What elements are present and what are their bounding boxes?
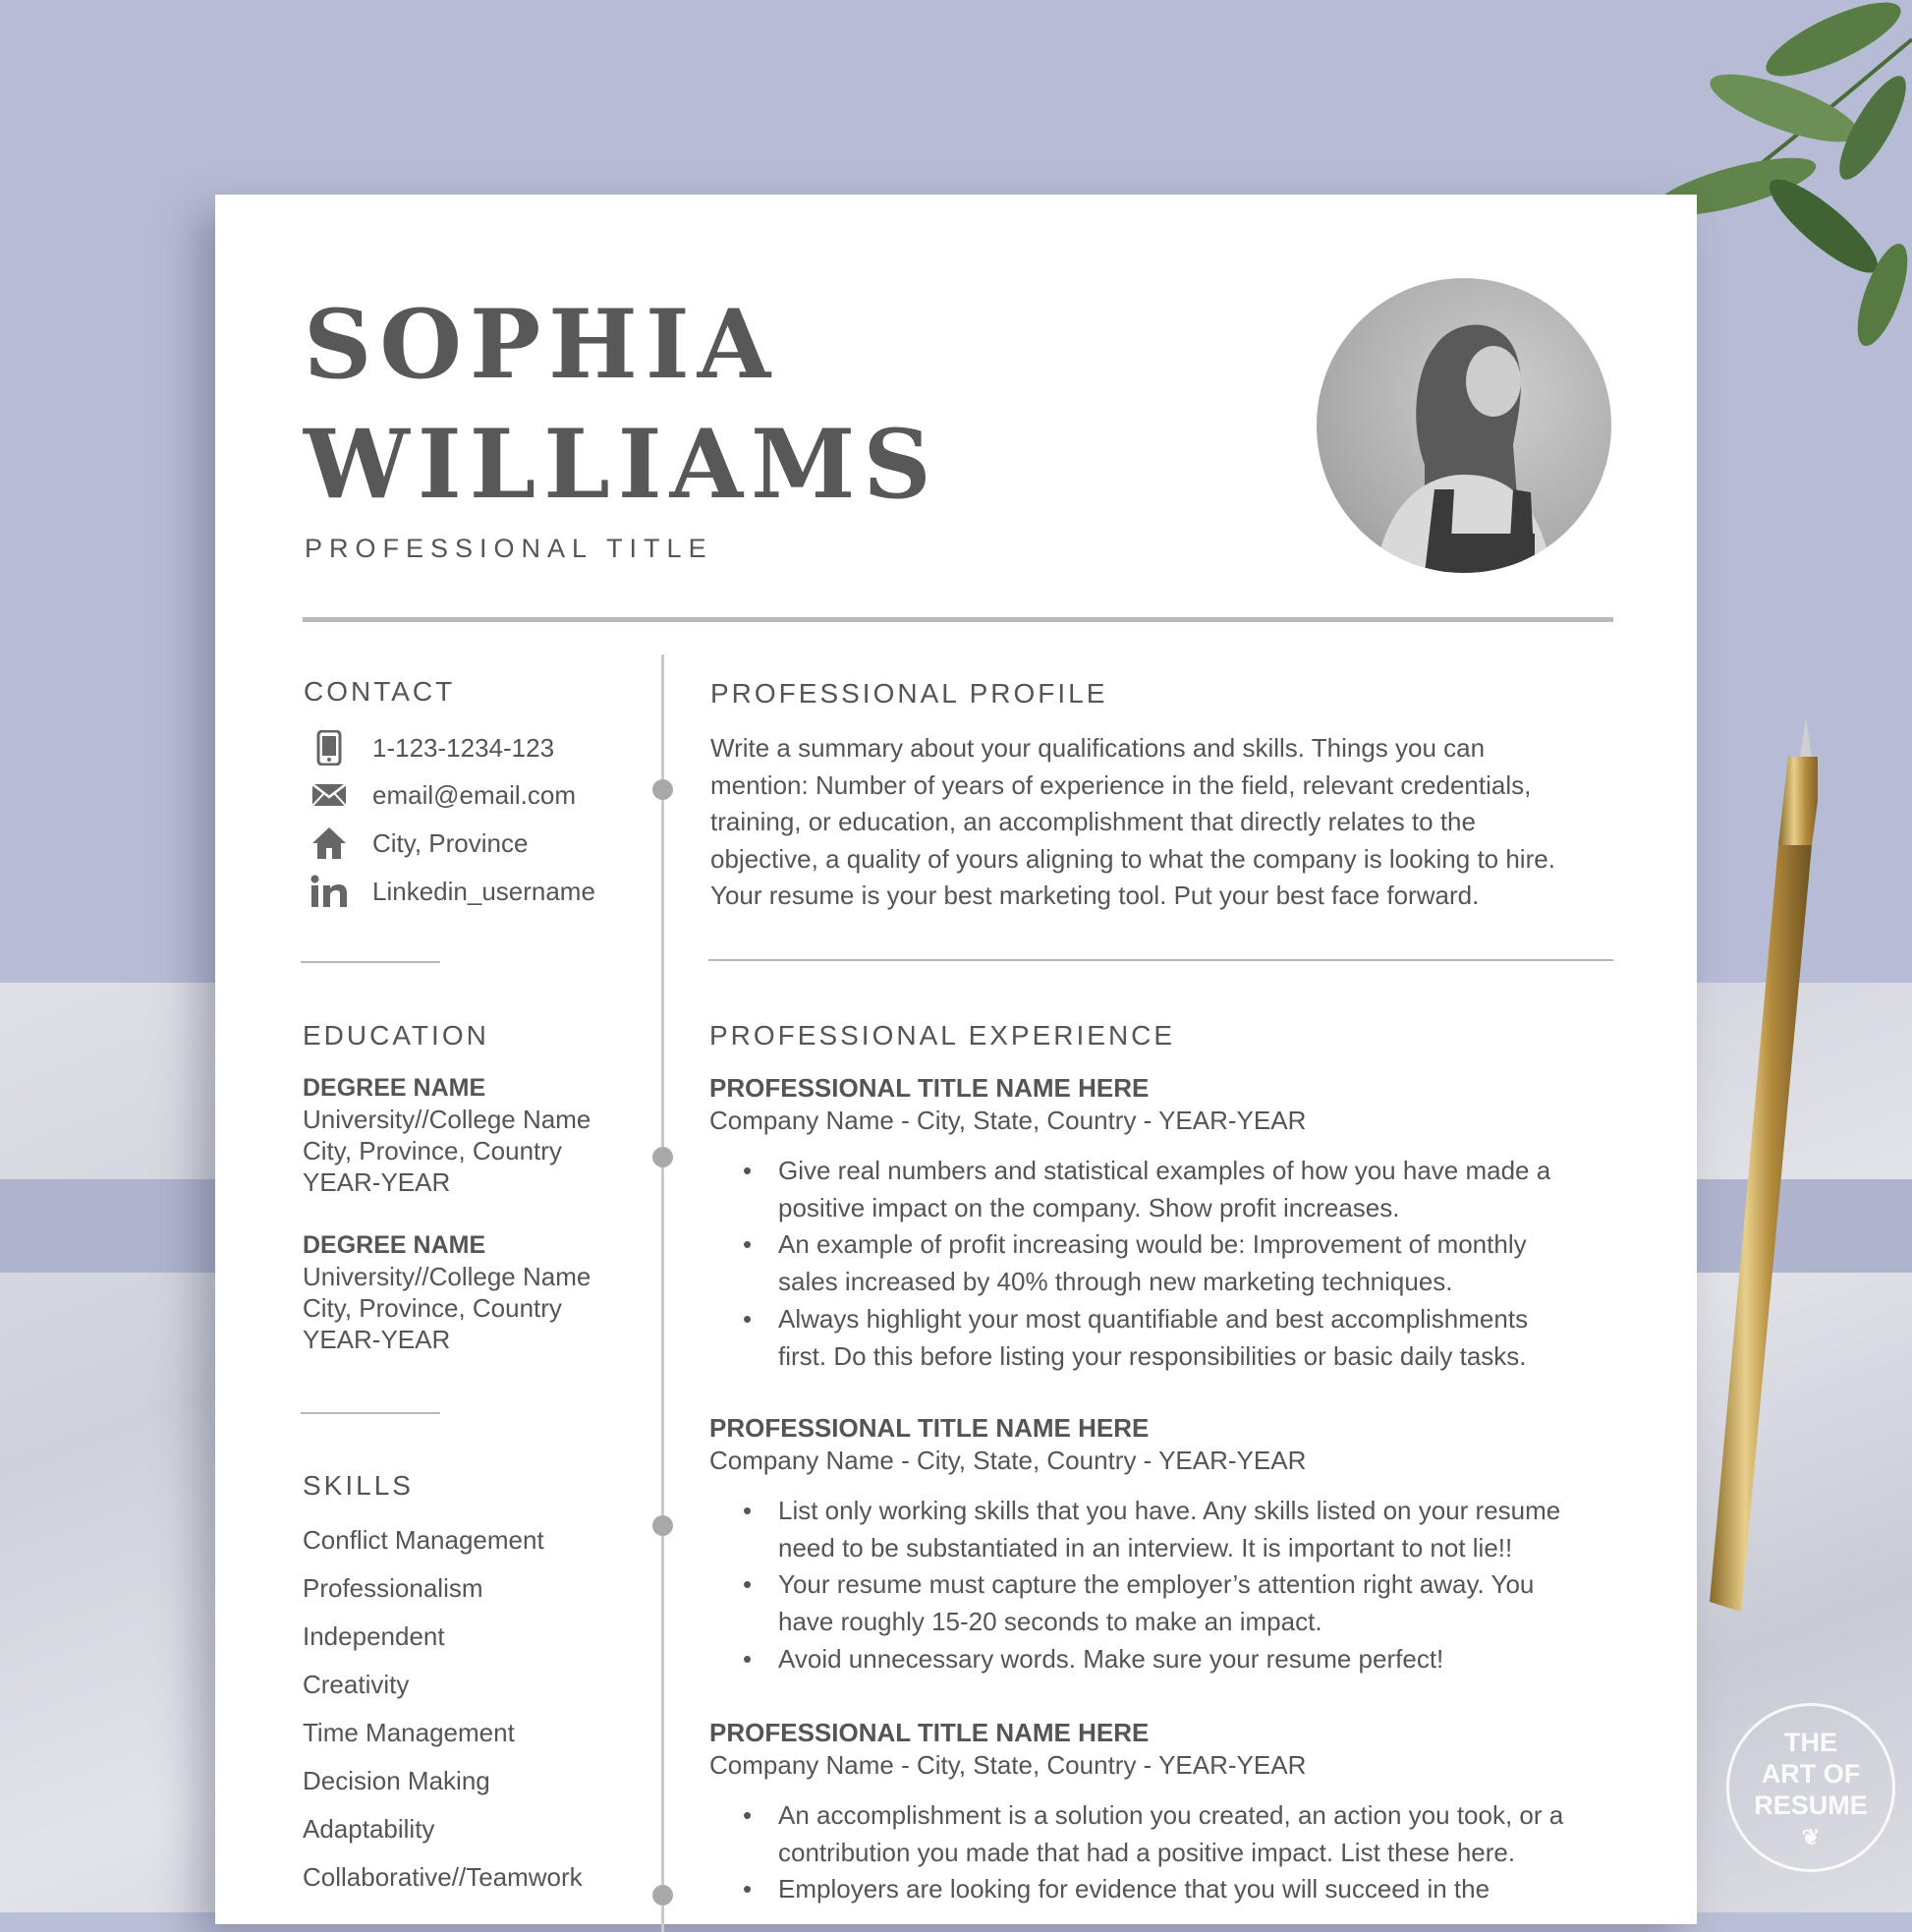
contact-heading: CONTACT (304, 676, 456, 707)
profile-line: Your resume is your best marketing tool. Put your best face forward. (710, 881, 1480, 910)
first-name: SOPHIA (304, 289, 779, 400)
timeline-dot (652, 1885, 673, 1905)
school-name: University//College Name (303, 1105, 591, 1134)
bullet-line: need to be substantiated in an interview. It is important to not lie!! (778, 1532, 1513, 1563)
contact-linkedin-text: Linkedin_username (372, 876, 595, 906)
timeline-dot (652, 1515, 673, 1536)
education-years: YEAR-YEAR (303, 1167, 451, 1197)
pen-icon (1710, 717, 1818, 1621)
resume-page (215, 195, 1697, 1924)
experience-heading: PROFESSIONAL EXPERIENCE (709, 1020, 1176, 1051)
profile-photo (1317, 278, 1611, 573)
skills-heading: SKILLS (303, 1470, 414, 1501)
bullet-line: contribution you made that had a positive impact. List these here. (778, 1837, 1516, 1867)
job-bullet (778, 1871, 1682, 1908)
job-bullets (709, 1797, 1682, 1908)
degree-name: DEGREE NAME (303, 1074, 486, 1102)
job-title: PROFESSIONAL TITLE NAME HERE (709, 1413, 1150, 1443)
contact-location (309, 824, 528, 863)
bullet-line: • Always highlight your most quantifiable and best accomplishments (778, 1303, 1529, 1334)
skill-item: Conflict Management (303, 1525, 544, 1555)
job-company: Company Name - City, State, Country - YEAR-YEAR (709, 1106, 1307, 1135)
email-icon (309, 775, 349, 815)
bullet-line: • Avoid unnecessary words. Make sure your resume perfect! (778, 1643, 1444, 1674)
bullet-line: • Give real numbers and statistical examples of how you have made a (778, 1156, 1551, 1185)
profile-line: training, or education, an accomplishment that directly relates to the (710, 807, 1476, 836)
brand-logo (1726, 1703, 1895, 1872)
bullet-line: • An accomplishment is a solution you created, an action you took, or a (778, 1800, 1564, 1830)
education-heading: EDUCATION (303, 1020, 489, 1051)
skill-item: Creativity (303, 1670, 410, 1699)
skill-item: Collaborative//Teamwork (303, 1862, 583, 1892)
contact-phone-text: 1-123-1234-123 (372, 732, 555, 763)
job-title: PROFESSIONAL TITLE NAME HERE (709, 1718, 1150, 1747)
bullet-line: have roughly 15-20 seconds to make an impact. (778, 1607, 1322, 1637)
bullet-line: sales increased by 40% through new marketing techniques. (778, 1267, 1453, 1297)
education-entry (303, 1229, 590, 1355)
timeline-dot (652, 1147, 673, 1167)
contact-linkedin[interactable] (309, 872, 595, 911)
school-location: City, Province, Country (303, 1136, 562, 1165)
phone-icon (309, 728, 349, 767)
section-divider (301, 1412, 440, 1414)
contact-email[interactable] (309, 775, 576, 815)
brand-logo-line: ART OF (1761, 1759, 1861, 1789)
job-bullets (709, 1493, 1682, 1678)
job-bullet (778, 1493, 1682, 1566)
job-bullets (709, 1153, 1682, 1375)
job-bullet (778, 1301, 1682, 1375)
job-title: PROFESSIONAL TITLE NAME HERE (709, 1073, 1150, 1103)
skill-item: Decision Making (303, 1766, 490, 1795)
brand-logo-line: RESUME (1754, 1790, 1868, 1820)
bullet-line: • Employers are looking for evidence that you will succeed in the (778, 1874, 1490, 1904)
profile-line: Write a summary about your qualifications and skills. Things you can (710, 733, 1486, 763)
education-entry (303, 1072, 590, 1198)
job-bullet (778, 1226, 1682, 1300)
job-bullet (778, 1797, 1682, 1871)
profile-summary (710, 730, 1614, 915)
candidate-name (304, 285, 939, 525)
portrait-silhouette-icon (1317, 278, 1611, 573)
section-divider (708, 959, 1613, 961)
education-years: YEAR-YEAR (303, 1325, 451, 1354)
bullet-line: • Your resume must capture the employer’s attention right away. You (778, 1569, 1535, 1600)
skill-item: Professionalism (303, 1573, 483, 1603)
contact-email-text: email@email.com (372, 779, 576, 810)
home-icon (309, 824, 349, 863)
job-bullet (778, 1641, 1682, 1678)
skill-item: Adaptability (303, 1814, 435, 1844)
contact-location-text: City, Province (372, 827, 529, 858)
profile-line: objective, a quality of yours aligning to what the company is looking to hire. (710, 843, 1555, 874)
linkedin-icon (309, 872, 349, 911)
skill-item: Independent (303, 1621, 445, 1651)
timeline-dot (652, 779, 673, 800)
bullet-line: • List only working skills that you have. Any skills listed on your resume (778, 1496, 1561, 1525)
school-location: City, Province, Country (303, 1293, 562, 1323)
bullet-line: first. Do this before listing your responsibilities or basic daily tasks. (778, 1340, 1527, 1371)
job-bullet (778, 1566, 1682, 1640)
brand-logo-line: THE (1784, 1728, 1837, 1757)
bullet-line: positive impact on the company. Show profit increases. (778, 1192, 1400, 1222)
professional-title: PROFESSIONAL TITLE (305, 534, 713, 563)
contact-phone (309, 728, 554, 767)
skill-item: Time Management (303, 1718, 515, 1747)
header-divider (303, 617, 1613, 622)
last-name: WILLIAMS (304, 409, 939, 520)
bullet-line: • An example of profit increasing would be: Improvement of monthly (778, 1229, 1527, 1260)
school-name: University//College Name (303, 1262, 591, 1291)
profile-heading: PROFESSIONAL PROFILE (710, 678, 1108, 709)
sprout-icon: ❦ (1801, 1825, 1821, 1849)
job-company: Company Name - City, State, Country - YEAR-YEAR (709, 1750, 1307, 1780)
timeline-line (661, 654, 664, 1932)
job-bullet (778, 1153, 1682, 1226)
profile-line: mention: Number of years of experience in the field, relevant credentials, (710, 769, 1532, 800)
job-company: Company Name - City, State, Country - YEAR-YEAR (709, 1446, 1307, 1475)
degree-name: DEGREE NAME (303, 1231, 486, 1259)
section-divider (301, 961, 440, 963)
